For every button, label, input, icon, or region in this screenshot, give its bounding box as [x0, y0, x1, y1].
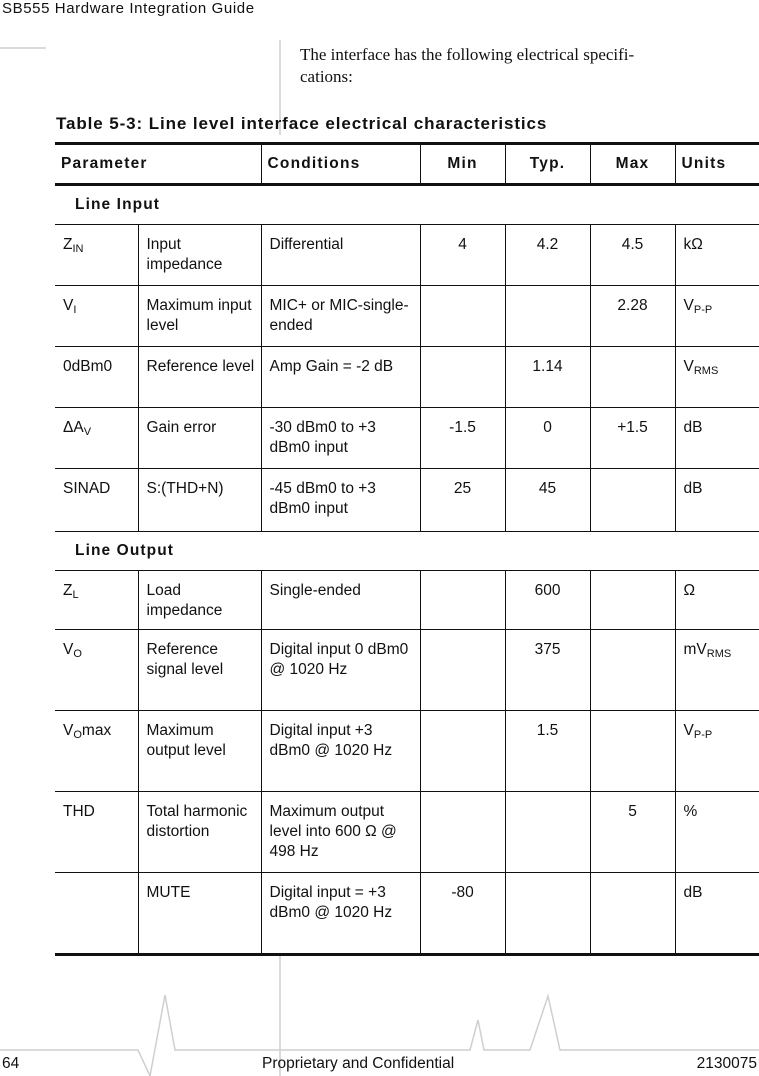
max-cell: 5	[590, 792, 675, 873]
section-title: Line Output	[55, 532, 759, 571]
column-header-units: Units	[675, 144, 759, 185]
max-cell	[590, 711, 675, 792]
table-row	[55, 408, 759, 469]
table-row	[55, 571, 759, 630]
table-header-row	[55, 144, 759, 185]
section-title: Line Input	[55, 185, 759, 225]
symbol-cell: $V_O$	[55, 630, 138, 711]
max-cell: 4.5	[590, 225, 675, 286]
typ-cell: 600	[505, 571, 590, 630]
table-caption: Table 5-3: Line level interface electrical characteristics	[56, 114, 548, 133]
max-cell	[590, 571, 675, 630]
units-cell: $mV_{RMS}$	[675, 630, 759, 711]
description-cell: Reference signal level	[138, 630, 261, 711]
min-cell	[420, 571, 505, 630]
units-cell: Ω	[675, 571, 759, 630]
footer-page-number: 64	[2, 1055, 20, 1072]
description-cell: Reference level	[138, 347, 261, 408]
table-row	[55, 630, 759, 711]
conditions-cell: Amp Gain = -2 dB	[261, 347, 420, 408]
intro-paragraph	[300, 44, 740, 88]
typ-cell: 4.2	[505, 225, 590, 286]
min-cell	[420, 286, 505, 347]
typ-cell: 1.14	[505, 347, 590, 408]
units-cell: $V_{P-P}$	[675, 711, 759, 792]
max-cell	[590, 469, 675, 532]
max-cell: +1.5	[590, 408, 675, 469]
symbol-cell: THD	[55, 792, 138, 873]
column-header-parameter: Parameter	[55, 144, 261, 185]
description-cell: S:(THD+N)	[138, 469, 261, 532]
conditions-cell: -30 dBm0 to +3 dBm0 input	[261, 408, 420, 469]
typ-cell	[505, 792, 590, 873]
max-cell	[590, 347, 675, 408]
running-header: SB555 Hardware Integration Guide	[2, 0, 255, 17]
section-row-line-output	[55, 532, 759, 571]
conditions-cell: Maximum output level into 600 Ω @ 498 Hz	[261, 792, 420, 873]
symbol-cell: $V_I$	[55, 286, 138, 347]
table-row	[55, 286, 759, 347]
min-cell	[420, 792, 505, 873]
column-header-min: Min	[420, 144, 505, 185]
description-cell: Total harmonic distortion	[138, 792, 261, 873]
typ-cell	[505, 286, 590, 347]
table-row	[55, 873, 759, 955]
typ-cell	[505, 873, 590, 955]
units-cell: %	[675, 792, 759, 873]
section-row-line-input	[55, 185, 759, 225]
description-cell: Maximum input level	[138, 286, 261, 347]
units-cell: dB	[675, 873, 759, 955]
description-cell: MUTE	[138, 873, 261, 955]
conditions-cell: Digital input 0 dBm0 @ 1020 Hz	[261, 630, 420, 711]
min-cell: 25	[420, 469, 505, 532]
units-cell: kΩ	[675, 225, 759, 286]
conditions-cell: -45 dBm0 to +3 dBm0 input	[261, 469, 420, 532]
typ-cell: 1.5	[505, 711, 590, 792]
description-cell: Maximum output level	[138, 711, 261, 792]
intro-line-1: The interface has the following electrical specifi-	[300, 45, 635, 64]
symbol-cell: $Z_{IN}$	[55, 225, 138, 286]
units-cell: dB	[675, 408, 759, 469]
footer-confidentiality: Proprietary and Confidential	[262, 1055, 455, 1072]
min-cell: -80	[420, 873, 505, 955]
conditions-cell: Differential	[261, 225, 420, 286]
footer-document-number: 2130075	[696, 1055, 757, 1072]
max-cell	[590, 630, 675, 711]
symbol-cell: $V_O\max$	[55, 711, 138, 792]
symbol-cell: 0dBm0	[55, 347, 138, 408]
description-cell: Gain error	[138, 408, 261, 469]
conditions-cell: Digital input = +3 dBm0 @ 1020 Hz	[261, 873, 420, 955]
electrical-characteristics-table	[55, 142, 759, 956]
min-cell	[420, 630, 505, 711]
min-cell: -1.5	[420, 408, 505, 469]
conditions-cell: Digital input +3 dBm0 @ 1020 Hz	[261, 711, 420, 792]
typ-cell: 45	[505, 469, 590, 532]
table-row	[55, 711, 759, 792]
units-cell: $V_{P-P}$	[675, 286, 759, 347]
min-cell: 4	[420, 225, 505, 286]
symbol-cell: $\Delta A_V$	[55, 408, 138, 469]
min-cell	[420, 711, 505, 792]
table-row	[55, 792, 759, 873]
max-cell	[590, 873, 675, 955]
units-cell: dB	[675, 469, 759, 532]
table-row	[55, 225, 759, 286]
symbol-cell: $Z_L$	[55, 571, 138, 630]
column-header-max: Max	[590, 144, 675, 185]
table-row	[55, 469, 759, 532]
max-cell: 2.28	[590, 286, 675, 347]
column-header-conditions: Conditions	[261, 144, 420, 185]
column-header-typ: Typ.	[505, 144, 590, 185]
table-row	[55, 347, 759, 408]
min-cell	[420, 347, 505, 408]
conditions-cell: Single-ended	[261, 571, 420, 630]
symbol-cell: SINAD	[55, 469, 138, 532]
description-cell: Load impedance	[138, 571, 261, 630]
typ-cell: 375	[505, 630, 590, 711]
symbol-cell	[55, 873, 138, 955]
typ-cell: 0	[505, 408, 590, 469]
intro-line-2: cations:	[300, 67, 353, 86]
description-cell: Input impedance	[138, 225, 261, 286]
conditions-cell: MIC+ or MIC-single-ended	[261, 286, 420, 347]
units-cell: $V_{RMS}$	[675, 347, 759, 408]
